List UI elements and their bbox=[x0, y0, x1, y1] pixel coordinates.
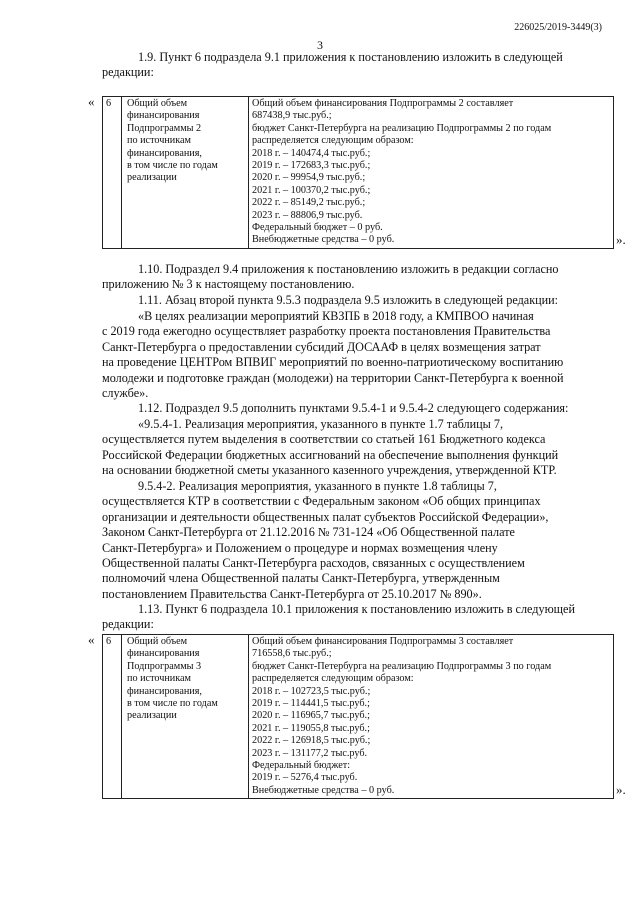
content-line: 716558,6 тыс.руб.; bbox=[252, 648, 332, 660]
content-line: 2019 г. – 172683,3 тыс.руб.; bbox=[252, 160, 371, 172]
content-line: Внебюджетные средства – 0 руб. bbox=[252, 234, 395, 246]
label-line: реализации bbox=[127, 172, 177, 184]
para-9-5-4-2 bbox=[102, 479, 600, 602]
text-line: молодежи и подготовке граждан (молодежи) на территории Санкт-Петербурга к военной bbox=[102, 370, 564, 385]
label-line: финансирования bbox=[127, 110, 200, 122]
content-line: 2020 г. – 116965,7 тыс.руб.; bbox=[252, 710, 370, 722]
financing-table-2 bbox=[102, 634, 614, 799]
item-1-13 bbox=[102, 602, 600, 633]
text-line: службе». bbox=[102, 386, 149, 401]
label-line: в том числе по годам bbox=[127, 160, 218, 172]
table-label-cell bbox=[122, 635, 249, 799]
text-line: «В целях реализации мероприятий КВЗПБ в 2018 году, а КМПВОО начиная bbox=[138, 309, 534, 323]
table-label-cell bbox=[122, 97, 249, 249]
quote-close: ». bbox=[616, 232, 626, 247]
table-content-cell bbox=[249, 97, 614, 249]
content-line: Общий объем финансирования Подпрограммы 3 составляет bbox=[252, 636, 514, 647]
label-line: реализации bbox=[127, 710, 177, 722]
text-line: редакции: bbox=[102, 617, 154, 632]
content-line: бюджет Санкт-Петербурга на реализацию Подпрограммы 3 по годам bbox=[252, 660, 552, 672]
content-line: бюджет Санкт-Петербурга на реализацию Подпрограммы 2 по годам bbox=[252, 122, 552, 134]
text-line: «9.5.4-1. Реализация мероприятия, указанного в пункте 1.7 таблицы 7, bbox=[138, 417, 504, 431]
item-1-12 bbox=[102, 401, 600, 416]
text-line: на проведение ЦЕНТРом ВПВИГ мероприятий по военно-патриотическому воспитанию bbox=[102, 355, 564, 370]
quote-1-11 bbox=[102, 309, 600, 401]
document-number: 226025/2019-3449(3) bbox=[514, 22, 602, 33]
content-line: распределяется следующим образом: bbox=[252, 673, 414, 685]
page-number: 3 bbox=[317, 38, 323, 52]
content-line: 2022 г. – 85149,2 тыс.руб.; bbox=[252, 197, 366, 209]
label-line: финансирования bbox=[127, 648, 200, 660]
text-line: 1.12. Подраздел 9.5 дополнить пунктами 9.5.4-1 и 9.5.4-2 следующего содержания: bbox=[138, 401, 569, 415]
label-line: по источникам bbox=[127, 673, 192, 685]
label-line: Подпрограммы 3 bbox=[127, 660, 202, 672]
label-line: Общий объем bbox=[127, 636, 188, 647]
label-line: финансирования, bbox=[127, 685, 202, 697]
text-line: Российской Федерации бюджетных ассигнований на обеспечение выполнения функций bbox=[102, 447, 559, 462]
content-line: 2021 г. – 100370,2 тыс.руб.; bbox=[252, 184, 371, 196]
quote-open: « bbox=[88, 632, 95, 647]
text-line: постановлением Правительства Санкт-Петербурга от 25.10.2017 № 890». bbox=[102, 586, 482, 601]
quote-open: « bbox=[88, 94, 95, 109]
content-line: Федеральный бюджет – 0 руб. bbox=[252, 222, 383, 234]
content-line: Федеральный бюджет: bbox=[252, 760, 351, 772]
text-line: Общественной палаты Санкт-Петербурга расходов, связанных с осуществлением bbox=[102, 556, 525, 571]
quote-close: ». bbox=[616, 782, 626, 797]
content-line: распределяется следующим образом: bbox=[252, 135, 414, 147]
financing-table-1 bbox=[102, 96, 614, 249]
text-line: на основании бюджетной сметы указанного казенного учреждения, утвержденной КТР. bbox=[102, 463, 557, 478]
label-line: Подпрограммы 2 bbox=[127, 122, 202, 134]
item-1-9 bbox=[102, 50, 600, 81]
para-9-5-4-1 bbox=[102, 417, 600, 479]
text-line: 1.13. Пункт 6 подраздела 10.1 приложения к постановлению изложить в следующей bbox=[138, 602, 575, 616]
text-line: организации и деятельности общественных палат субъектов Российской Федерации», bbox=[102, 509, 549, 524]
text-line: Законом Санкт-Петербурга от 21.12.2016 № 731-124 «Об Общественной палате bbox=[102, 525, 515, 540]
content-line: 2019 г. – 5276,4 тыс.руб. bbox=[252, 772, 358, 784]
label-line: финансирования, bbox=[127, 147, 202, 159]
content-line: 2018 г. – 102723,5 тыс.руб.; bbox=[252, 685, 371, 697]
text-line: Санкт-Петербурга» и Положением о процедуре и нормах возмещения члену bbox=[102, 540, 498, 555]
content-line: 2023 г. – 131177,2 тыс.руб. bbox=[252, 747, 368, 759]
item-1-10 bbox=[102, 262, 600, 293]
content-line: 2018 г. – 140474,4 тыс.руб.; bbox=[252, 147, 371, 159]
text-line: осуществляется путем выделения в соответствии со статьей 161 Бюджетного кодекса bbox=[102, 432, 546, 447]
table-content-cell bbox=[249, 635, 614, 799]
label-line: по источникам bbox=[127, 135, 192, 147]
content-line: 2021 г. – 119055,8 тыс.руб.; bbox=[252, 722, 370, 734]
label-line: Общий объем bbox=[127, 98, 188, 109]
text-line: с 2019 года ежегодно осуществляет разработку проекта постановления Правительства bbox=[102, 324, 551, 339]
text-line: 9.5.4-2. Реализация мероприятия, указанного в пункте 1.8 таблицы 7, bbox=[138, 479, 497, 493]
content-line: Общий объем финансирования Подпрограммы 2 составляет bbox=[252, 98, 514, 109]
text-line: редакции: bbox=[102, 65, 154, 80]
item-1-11 bbox=[102, 293, 600, 308]
content-line: 687438,9 тыс.руб.; bbox=[252, 110, 332, 122]
text-line: полномочий члена Общественной палаты Санкт-Петербурга, утвержденным bbox=[102, 571, 500, 586]
text-line: 1.9. Пункт 6 подраздела 9.1 приложения к постановлению изложить в следующей bbox=[138, 50, 563, 64]
table-row-number: 6 bbox=[103, 97, 122, 249]
text-line: осуществляется КТР в соответствии с Федеральным законом «Об общих принципах bbox=[102, 494, 541, 509]
label-line: в том числе по годам bbox=[127, 698, 218, 710]
text-line: Санкт-Петербурга о предоставлении субсидий ДОСААФ в целях возмещения затрат bbox=[102, 339, 541, 354]
text-line: 1.10. Подраздел 9.4 приложения к постановлению изложить в редакции согласно bbox=[138, 262, 559, 276]
text-line: 1.11. Абзац второй пункта 9.5.3 подраздела 9.5 изложить в следующей редакции: bbox=[138, 293, 559, 307]
table-row-number: 6 bbox=[103, 635, 122, 799]
text-line: приложению № 3 к настоящему постановлению. bbox=[102, 277, 355, 292]
content-line: Внебюджетные средства – 0 руб. bbox=[252, 784, 395, 796]
content-line: 2019 г. – 114441,5 тыс.руб.; bbox=[252, 698, 370, 710]
content-line: 2023 г. – 88806,9 тыс.руб. bbox=[252, 209, 363, 221]
content-line: 2020 г. – 99954,9 тыс.руб.; bbox=[252, 172, 366, 184]
content-line: 2022 г. – 126918,5 тыс.руб.; bbox=[252, 735, 371, 747]
